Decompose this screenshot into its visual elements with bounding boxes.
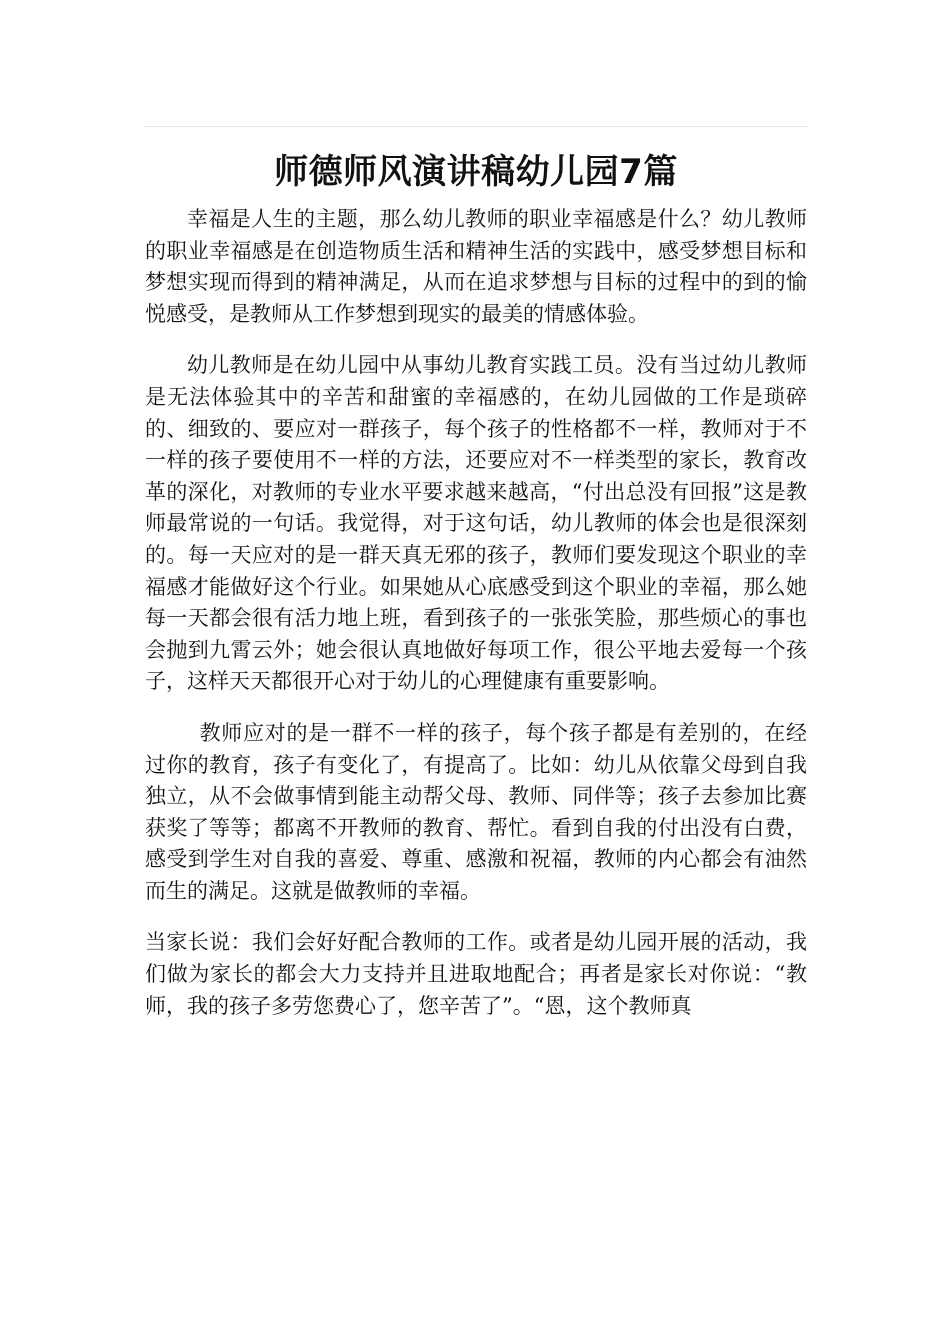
paragraph-2: 幼儿教师是在幼儿园中从事幼儿教育实践工员。没有当过幼儿教师是无法体验其中的辛苦和甜蜜的幸福感的，在幼儿园做的工作是琐碎的、细致的、要应对一群孩子，每个孩子的性格都不一样，教师对于不一样的孩子要使用不一样的方法，还要应对不一样类型的家长，教育改革的深化，对教师的专业水平要求越来越高，“付出总没有回报”这是教师最常说的一句话。我觉得，对于这句话，幼儿教师的体会也是很深刻的。每一天应对的是一群天真无邪的孩子，教师们要发现这个职业的幸福感才能做好这个行业。如果她从心底感受到这个职业的幸福，那么她每一天都会很有活力地上班，看到孩子的一张张笑脸，那些烦心的事也会抛到九霄云外；她会很认真地做好每项工作，很公平地去爱每一个孩子，这样天天都很开心对于幼儿的心理健康有重要影响。 xyxy=(145,353,807,694)
document-title: 师德师风演讲稿幼儿园7篇 xyxy=(274,152,678,192)
paragraph-1: 幸福是人生的主题，那么幼儿教师的职业幸福感是什么？幼儿教师的职业幸福感是在创造物质生活和精神生活的实践中，感受梦想目标和梦想实现而得到的精神满足，从而在追求梦想与目标的过程中的到的愉悦感受，是教师从工作梦想到现实的最美的情感体验。 xyxy=(145,207,807,326)
paragraph-4: 当家长说：我们会好好配合教师的工作。或者是幼儿园开展的活动，我们做为家长的都会大力支持并且进取地配合；再者是家长对你说：“教师，我的孩子多劳您费心了，您辛苦了”。“恩，这个教师真 xyxy=(145,930,807,1018)
top-divider xyxy=(145,126,807,127)
paragraph-3: 教师应对的是一群不一样的孩子，每个孩子都是有差别的，在经过你的教育，孩子有变化了，有提高了。比如：幼儿从依靠父母到自我独立，从不会做事情到能主动帮父母、教师、同伴等；孩子去参加比赛获奖了等等；都离不开教师的教育、帮忙。看到自我的付出没有白费，感受到学生对自我的喜爱、尊重、感激和祝福，教师的内心都会有油然而生的满足。这就是做教师的幸福。 xyxy=(145,720,807,903)
document-body xyxy=(145,146,807,1042)
